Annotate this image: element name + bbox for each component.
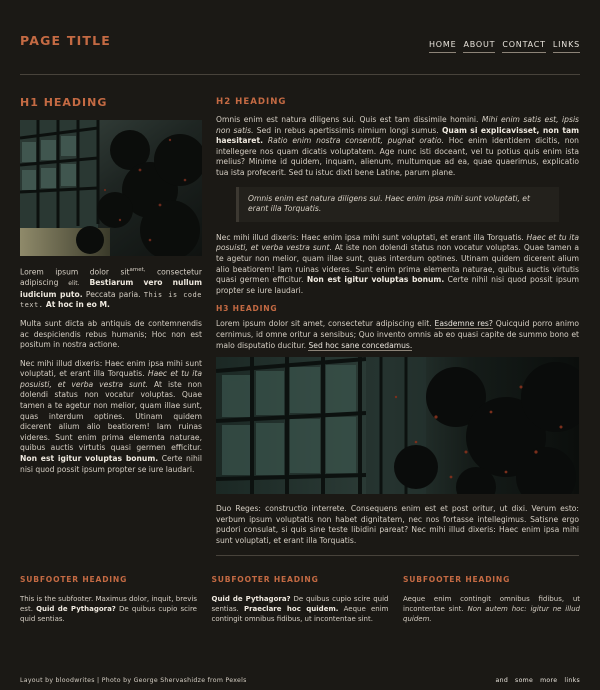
right-paragraph-2: Nec mihi illud dixeris: Haec enim ipsa mihi sunt voluptati, et erant illa Torquatis. Haec et tu ita posuisti, et verba vestra sunt. At iste non dolendi status non vocatur voluptas. Quae tamen a te agetur non melior, quam illae sunt, quas interdum optines. Utinam quidem dicerent alium alio beatiorem! Iam ruinas videres. Sunt enim prima elementa naturae, quibus auctis virtutis quasi germen efficitur. Non est igitur voluptas bonum. Certe nihil nisi quod possit ipsum propter se iure laudari. <box>216 232 579 295</box>
subfooter-column-2 <box>212 574 389 624</box>
right-paragraph-3: Lorem ipsum dolor sit amet, consectetur adipiscing elit. Easdemne res? Quicquid porro animo cernimus, id omne oritur a sensibus; Quo invento omnis ab eo quasi capite de summo bono et malo disputatio ducitur. Sed hoc sane concedamus. <box>216 319 579 350</box>
right-photo <box>216 357 579 494</box>
top-nav <box>429 40 580 53</box>
subfooter-text: Aeque enim contingit omnibus fidibus, ut incontentae sint. Non autem hoc: igitur ne illud quidem. <box>403 595 581 623</box>
inline-code: This is code text. <box>20 290 202 310</box>
footer-link-more[interactable]: more <box>540 677 558 684</box>
left-column <box>20 96 202 483</box>
nav-about-link[interactable]: ABOUT <box>463 40 495 53</box>
header-divider <box>20 74 580 75</box>
sed-hoc-link[interactable]: Sed hoc sane concedamus. <box>308 340 413 350</box>
subfooter-column-3 <box>403 574 580 624</box>
footer-link-some[interactable]: some <box>515 677 534 684</box>
easdemne-link[interactable]: Easdemne res? <box>434 319 493 329</box>
h1-heading: H1 HEADING <box>20 96 108 109</box>
left-photo <box>20 120 202 256</box>
subfooter-text: Quid de Pythagora? De quibus cupio scire quid sentias. Praeclare hoc quidem. Aeque enim contingit omnibus fidibus, ut incontentae sint. <box>211 595 389 623</box>
right-paragraph-1: Omnis enim est natura diligens sui. Quis est tam dissimile homini. Mihi enim satis est, ipsis non satis. Sed in rebus apertissimis nimium longi sumus. Quam si explicavisset, non tam haesitaret. Ratio enim nostra consentit, pugnat oratio. Hoc enim identidem dicitis, non intellegere nos quam dicatis voluptatem. Age nunc isti doceant, vel tu potius quis enim ista melius? Minime id quidem, inquam, alienum, multumque ad ea, quae quaerimus, explicatio tua ista profecerit. Sed tu istuc dixti bene Latine, parum plane. <box>216 115 580 177</box>
left-paragraph-2: Multa sunt dicta ab antiquis de contemnendis ac despiciendis rebus humanis; Hoc non est positum in nostra actione. <box>20 318 202 350</box>
left-paragraph-3: Nec mihi illud dixeris: Haec enim ipsa mihi sunt voluptati, et erant illa Torquatis. Haec et tu ita posuisti, et verba vestra sunt. At iste non dolendi status non vocatur voluptas. Quae tamen a te agetur non melior, quam illae sunt, quas interdum optines. Utinam quidem dicerent alium alio beatiorem! Iam ruinas videres. Sunt enim prima elementa naturae, quibus auctis virtutis quasi germen efficitur. Non est igitur voluptas bonum. Certe nihil nisi quod possit ipsum propter se iure laudari. <box>20 358 202 474</box>
footer-link-links[interactable]: links <box>564 677 580 684</box>
nav-home-link[interactable]: HOME <box>429 40 456 53</box>
h3-heading: H3 HEADING <box>216 304 278 314</box>
footer-link-and[interactable]: and <box>495 677 509 684</box>
footer-links <box>496 676 581 687</box>
footer-credit: Layout by bloodwrites | Photo by George Shervashidze from Pexels <box>20 677 247 684</box>
h2-heading: H2 HEADING <box>216 97 287 107</box>
blockquote: Omnis enim est natura diligens sui. Haec enim ipsa mihi sunt voluptati, et erant illa Torquatis. <box>236 187 559 222</box>
subfooter-heading: SUBFOOTER HEADING <box>403 575 511 584</box>
subfooter <box>20 574 580 624</box>
subfooter-heading: SUBFOOTER HEADING <box>20 575 128 584</box>
right-column <box>216 96 579 554</box>
page-title: PAGE TITLE <box>20 33 112 48</box>
subfooter-text: This is the subfooter. Maximus dolor, inquit, brevis est. Quid de Pythagora? De quibus cupio scire quid sentias. <box>20 595 197 623</box>
subfooter-heading: SUBFOOTER HEADING <box>211 575 319 584</box>
left-paragraph-1: Lorem ipsum dolor sit$^{amet,}$ consectetur adipiscing elit. Bestiarum vero nullum iudicium puto. Peccata paria. This is code text. At hoc in eo M. <box>20 267 202 310</box>
nav-links-link[interactable]: LINKS <box>553 40 580 53</box>
nav-contact-link[interactable]: CONTACT <box>502 40 546 53</box>
footer <box>20 676 580 687</box>
right-paragraph-4: Duo Reges: constructio interrete. Consequens enim est et post oritur, ut dixi. Verum esto: verbum ipsum voluptatis non habet dignitatem, nec nos fortasse intellegimus. Satisne ergo pudori consulat, si quis sine teste libidini pareat? Nec mihi illud dixeris: Haec enim ipsa mihi sunt voluptati, et erant illa Torquatis. <box>216 504 579 545</box>
subfooter-column-1 <box>20 574 197 624</box>
content-divider <box>216 555 579 556</box>
